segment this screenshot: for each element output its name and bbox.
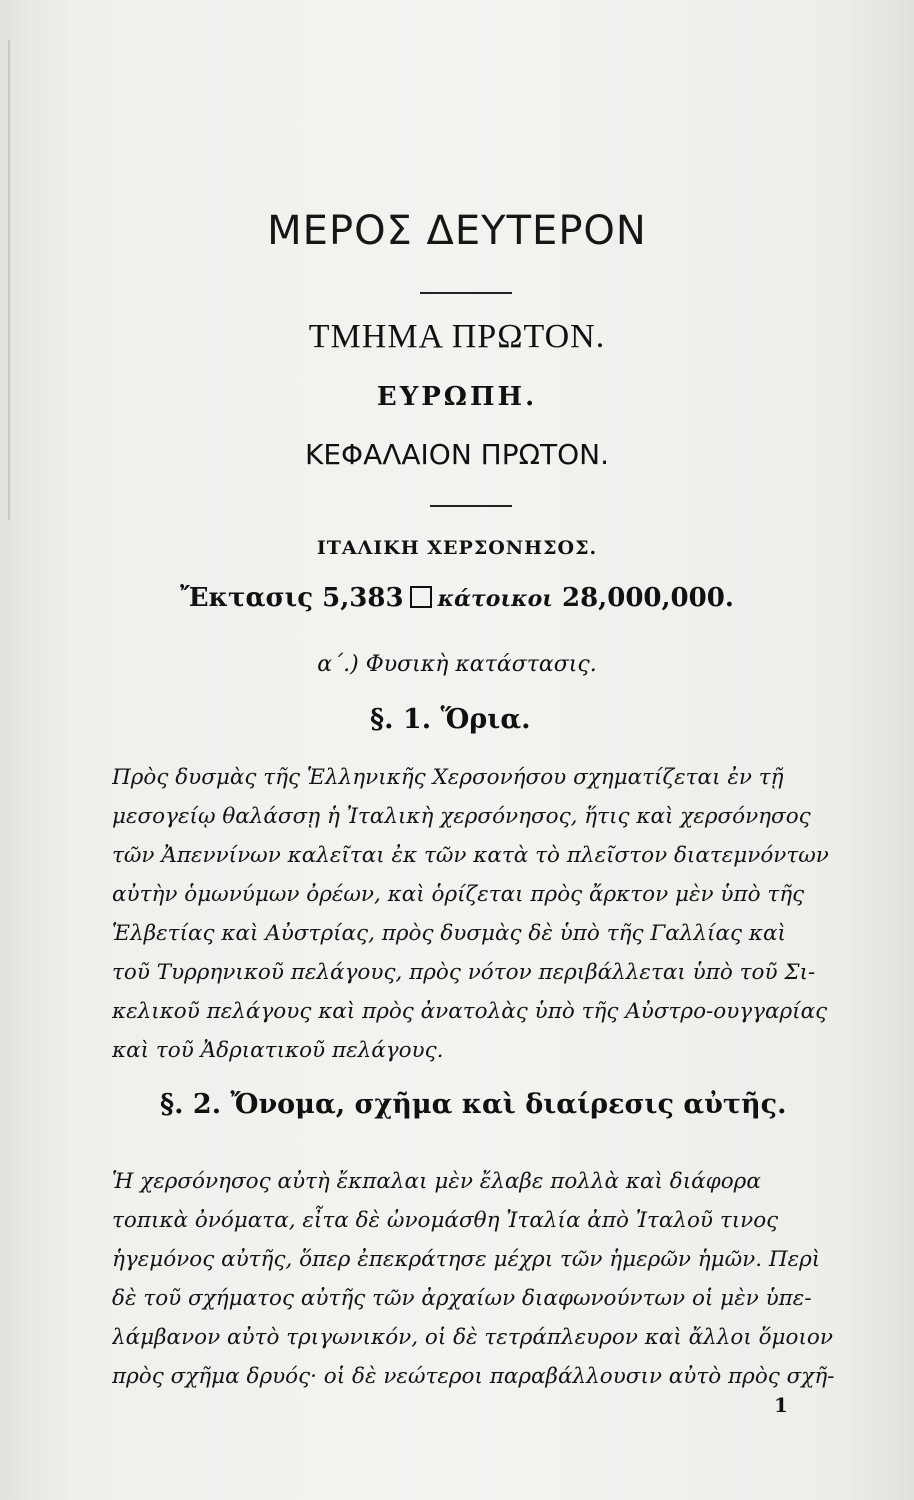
text-line: τῶν Ἀπεννίνων καλεῖται ἐκ τῶν κατὰ τὸ πλεῖστον διατεμνόντων bbox=[112, 843, 829, 868]
inhabitants-label: κάτοικοι bbox=[437, 586, 553, 612]
area-label: Ἔκτασις bbox=[180, 583, 314, 613]
title-rule bbox=[420, 292, 512, 294]
area-value: 5,383 bbox=[322, 583, 404, 613]
section-1-body bbox=[112, 758, 856, 1070]
continent-title: ΕΥΡΩΠΗ. bbox=[376, 382, 538, 412]
area-line bbox=[0, 583, 914, 613]
section-2-heading: §. 2. Ὄνομα, σχῆμα καὶ διαίρεσις αὐτῆς. bbox=[160, 1089, 787, 1120]
page-number: 1 bbox=[774, 1393, 788, 1417]
text-line: αὐτὴν ὁμωνύμων ὀρέων, καὶ ὁρίζεται πρὸς ἄρκτον μὲν ὑπὸ τῆς bbox=[112, 882, 805, 907]
section-2-body bbox=[112, 1162, 856, 1396]
text-line: Πρὸς δυσμὰς τῆς Ἑλληνικῆς Χερσονήσου σχηματίζεται ἐν τῇ bbox=[112, 765, 784, 790]
square-unit-icon bbox=[410, 586, 432, 608]
section-title: ΤΜΗΜΑ ΠΡΩΤΟΝ. bbox=[308, 318, 606, 355]
inhabitants-value: 28,000,000. bbox=[562, 583, 734, 613]
subsection-title: α΄.) Φυσικὴ κατάστασις. bbox=[317, 652, 597, 677]
text-line: Ἡ χερσόνησος αὐτὴ ἔκπαλαι μὲν ἔλαβε πολλὰ καὶ διάφορα bbox=[112, 1169, 761, 1194]
chapter-rule bbox=[430, 505, 512, 507]
text-line: καὶ τοῦ Ἀδριατικοῦ πελάγους. bbox=[112, 1038, 444, 1063]
text-line: πρὸς σχῆμα δρυός· οἱ δὲ νεώτεροι παραβάλλουσιν αὐτὸ πρὸς σχῆ- bbox=[112, 1364, 835, 1389]
text-line: τοπικὰ ὀνόματα, εἶτα δὲ ὠνομάσθη Ἰταλία ἀπὸ Ἰταλοῦ τινος bbox=[112, 1208, 779, 1233]
chapter-title: ΚΕΦΑΛΑΙΟΝ ΠΡΩΤΟΝ. bbox=[304, 438, 610, 471]
text-line: δὲ τοῦ σχήματος αὐτῆς τῶν ἀρχαίων διαφωνούντων οἱ μὲν ὑπε- bbox=[112, 1286, 812, 1311]
text-line: κελικοῦ πελάγους καὶ πρὸς ἀνατολὰς ὑπὸ τῆς Αὐστρο-ουγγαρίας bbox=[112, 999, 828, 1024]
section-1-heading: §. 1. Ὅρια. bbox=[370, 704, 531, 735]
text-line: μεσογείῳ θαλάσσῃ ἡ Ἰταλικὴ χερσόνησος, ἥτις καὶ χερσόνησος bbox=[112, 804, 811, 829]
part-title: ΜΕΡΟΣ ΔΕΥΤΕΡΟΝ bbox=[267, 208, 647, 254]
text-line: λάμβανον αὐτὸ τριγωνικόν, οἱ δὲ τετράπλευρον καὶ ἄλλοι ὅμοιον bbox=[112, 1325, 833, 1350]
text-line: Ἑλβετίας καὶ Αὐστρίας, πρὸς δυσμὰς δὲ ὑπὸ τῆς Γαλλίας καὶ bbox=[112, 921, 786, 946]
text-line: ἡγεμόνος αὐτῆς, ὅπερ ἐπεκράτησε μέχρι τῶν ἡμερῶν ἡμῶν. Περὶ bbox=[112, 1247, 821, 1272]
peninsula-title: ΙΤΑΛΙΚΗ ΧΕΡΣΟΝΗΣΟΣ. bbox=[316, 537, 598, 559]
text-line: τοῦ Τυρρηνικοῦ πελάγους, πρὸς νότον περιβάλλεται ὑπὸ τοῦ Σι- bbox=[112, 960, 816, 985]
